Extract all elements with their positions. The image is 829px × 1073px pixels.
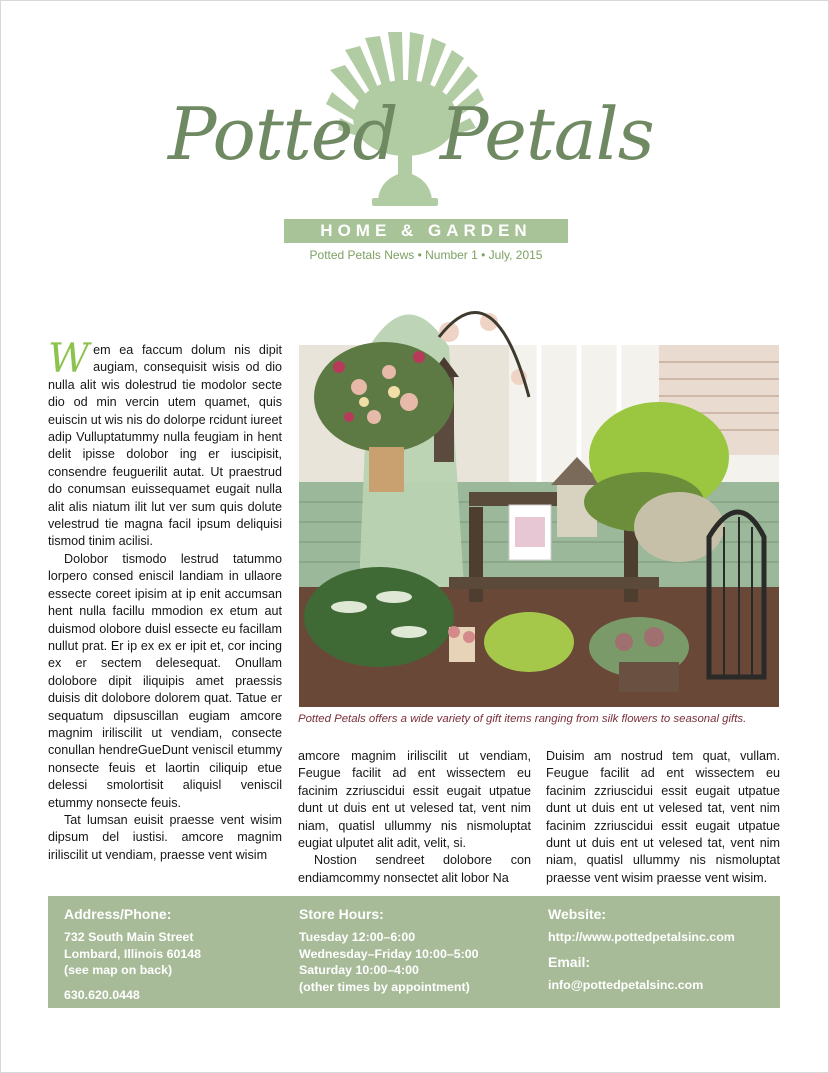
hours-line: (other times by appointment): [299, 979, 470, 994]
article-paragraph: Nostion sendreet dolobore con endiamcommy nonsectet alit lobor Na: [298, 853, 531, 885]
section-band: HOME & GARDEN: [284, 219, 568, 243]
email-heading: Email:: [548, 953, 591, 970]
address-line: (see map on back): [64, 963, 173, 977]
photo-caption: Potted Petals offers a wide variety of gift items ranging from silk flowers to seasonal gifts.: [298, 713, 747, 725]
article-column-2: [298, 748, 531, 887]
masthead: [0, 0, 829, 280]
article-column-3: [546, 748, 780, 887]
hours-line: Wednesday–Friday 10:00–5:00: [299, 946, 479, 961]
website-heading: Website:: [548, 906, 607, 922]
palm-tree-logo-icon: [0, 0, 829, 215]
article-paragraph: Duisim am nostrud tem quat, vullam. Feugue facilit ad ent wissectem eu facinim zzriuscidui essit eugait utpatue dunt ut duis ent ut velesed tat, vent nim facinim zzriuscidui essit eugait utpatue dunt ut duis ent ut velesed tat, vent nim niam, quatisl ullummy nis nismoluptat praesse vent wisim praesse vent wisim.: [546, 749, 780, 885]
article-paragraph: Wem ea faccum dolum nis dipit augiam, consequisit wisis od dio nulla alit wis dolestrud tie modolor secte dio od min vercin utem quamet, quis euiscin ut wis nis do dolorpe rcidunt iureet adip Vulluptatummy nulla feugiam in hent delit ipisse dolobor ing er iuscipisit, consendre feuguerilit autat. Ut praestrud do conumsan euissequamet eugait nulla alit alis niatum ilit lut ver sum quis dolute velestrud tie magna facil ipsum deliquisi tismod tinim acilisi.: [48, 336, 282, 549]
hours-block: [299, 906, 479, 995]
email-link[interactable]: info@pottedpetalsinc.com: [548, 977, 704, 992]
hours-line: Saturday 10:00–4:00: [299, 963, 419, 977]
article-paragraph: Tat lumsan euisit praesse vent wisim dipsum del iustisi. amcore magnim iriliscilit ut vendiam, praesse vent wisim: [48, 812, 282, 862]
brand-word-potted: Potted: [168, 92, 398, 176]
brand-word-petals: Petals: [440, 92, 654, 176]
article-column-1: [48, 336, 282, 864]
contact-footer: [48, 896, 780, 1008]
article-paragraph: amcore magnim iriliscilit ut vendiam, Feugue facilit ad ent wissectem eu facinim zzriuscidui essit eugait utpatue dunt ut duis ent ut velesed tat, vent nim niam, quatisl ullummy nis nismoluptat eugiat ulputet alit adit, velit, si.: [298, 749, 531, 851]
address-heading: Address/Phone:: [64, 906, 172, 922]
address-line: 732 South Main Street: [64, 930, 194, 944]
hours-heading: Store Hours:: [299, 906, 384, 922]
hours-line: Tuesday 12:00–6:00: [299, 930, 416, 944]
store-display-photo: [299, 287, 779, 707]
web-block: [548, 906, 735, 993]
drop-cap: W: [48, 336, 90, 382]
address-block: [64, 906, 201, 1003]
website-link[interactable]: http://www.pottedpetalsinc.com: [548, 930, 735, 944]
issue-line: Potted Petals News • Number 1 • July, 2015: [309, 248, 543, 262]
article-paragraph: Dolobor tismodo lestrud tatummo lorpero consed eniscil landiam in ullaore essecte coreet ipisim at ip enit accumsan hent nulla facillu mmodion ex etum aut duismod olobore duisl essecte eu facillam nullut prat. Er ip ex ex er ipit et, cor incing ex er sectem delesequat. Onullam dolobore dipit iliquipis amet praessis duisis dit dolobore dolorem quat. Tatue er sequatum dipsuscillan eugiam amcore magnim iriliscilit ut vendiam, consecte conullan hendreGueDunt veniscil etummy nonsecte feuis et laortin ciliquip etue delessi smolortisit aliquisl veniscil etummy nonsecte feuis.: [48, 551, 282, 810]
address-line: Lombard, Illinois 60148: [64, 946, 202, 961]
phone-number: 630.620.0448: [64, 987, 140, 1002]
